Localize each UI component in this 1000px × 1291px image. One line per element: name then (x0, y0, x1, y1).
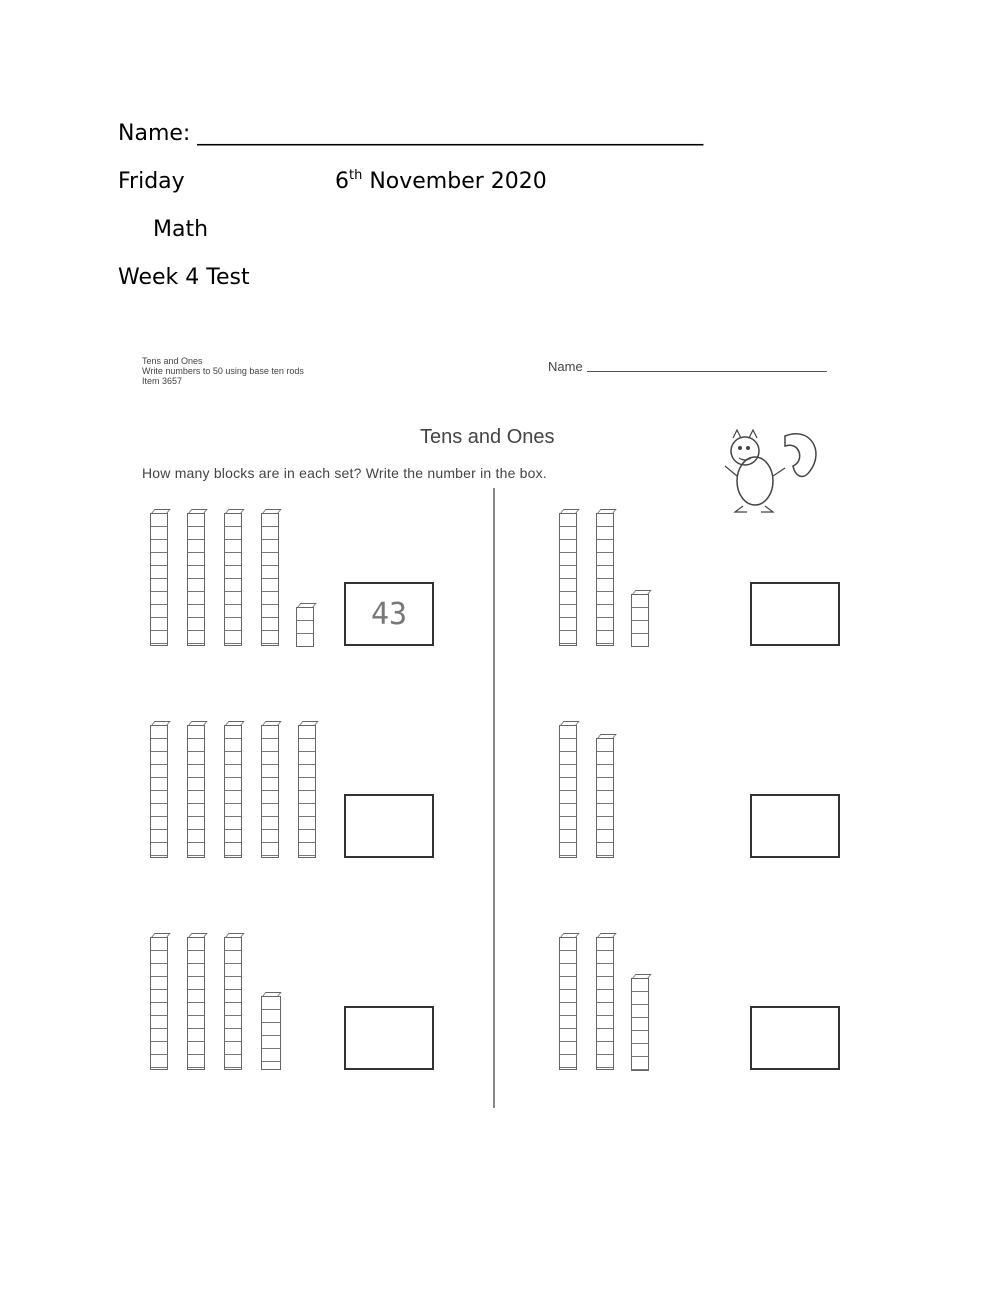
date-line (118, 168, 547, 195)
date-rest: November 2020 (362, 169, 547, 194)
date-day: 6 (335, 169, 349, 194)
worksheet-meta (142, 356, 304, 386)
ten-rod (261, 513, 279, 646)
ones-stack (261, 996, 281, 1070)
subject-label: Math (153, 217, 209, 242)
ten-rod (298, 725, 316, 858)
date-label (335, 169, 547, 195)
date-suffix: th (349, 168, 363, 183)
test-title: Week 4 Test (118, 265, 250, 290)
ten-rod (559, 513, 577, 646)
answer-box-4[interactable] (750, 794, 840, 858)
ones-stack (631, 594, 649, 647)
ten-rod (150, 725, 168, 858)
ten-rod (559, 937, 577, 1070)
meta-line-3: Item 3657 (142, 376, 183, 386)
answer-box-1[interactable]: 43 (344, 582, 434, 646)
worksheet-name-field[interactable] (548, 359, 827, 374)
ten-rod (224, 725, 242, 858)
ten-rod (596, 513, 614, 646)
ten-rod (150, 937, 168, 1070)
worksheet-instructions: How many blocks are in each set? Write the number in the box. (142, 465, 547, 481)
name-field-line[interactable]: Name: ______________________________________________ (118, 121, 704, 146)
answer-box-5[interactable] (344, 1006, 434, 1070)
ones-stack (631, 978, 649, 1071)
ten-rod (187, 725, 205, 858)
ones-stack (596, 738, 614, 858)
worksheet-title: Tens and Ones (420, 426, 555, 448)
ten-rod (224, 937, 242, 1070)
ten-rod (559, 725, 577, 858)
column-divider (493, 488, 495, 1108)
ten-rod (150, 513, 168, 646)
ten-rod (596, 937, 614, 1070)
answer-box-6[interactable] (750, 1006, 840, 1070)
answer-box-3[interactable] (344, 794, 434, 858)
squirrel-mascot-icon (715, 426, 825, 516)
ones-stack (296, 607, 314, 647)
ten-rod (224, 513, 242, 646)
ten-rod (187, 937, 205, 1070)
ten-rod (187, 513, 205, 646)
answer-box-2[interactable] (750, 582, 840, 646)
ten-rod (261, 725, 279, 858)
day-label: Friday (118, 169, 185, 194)
meta-line-2: Write numbers to 50 using base ten rods (142, 366, 304, 376)
name-underline (587, 371, 827, 372)
meta-line-1: Tens and Ones (142, 356, 203, 366)
worksheet-image (130, 348, 860, 1118)
worksheet-name-label: Name (548, 359, 583, 374)
